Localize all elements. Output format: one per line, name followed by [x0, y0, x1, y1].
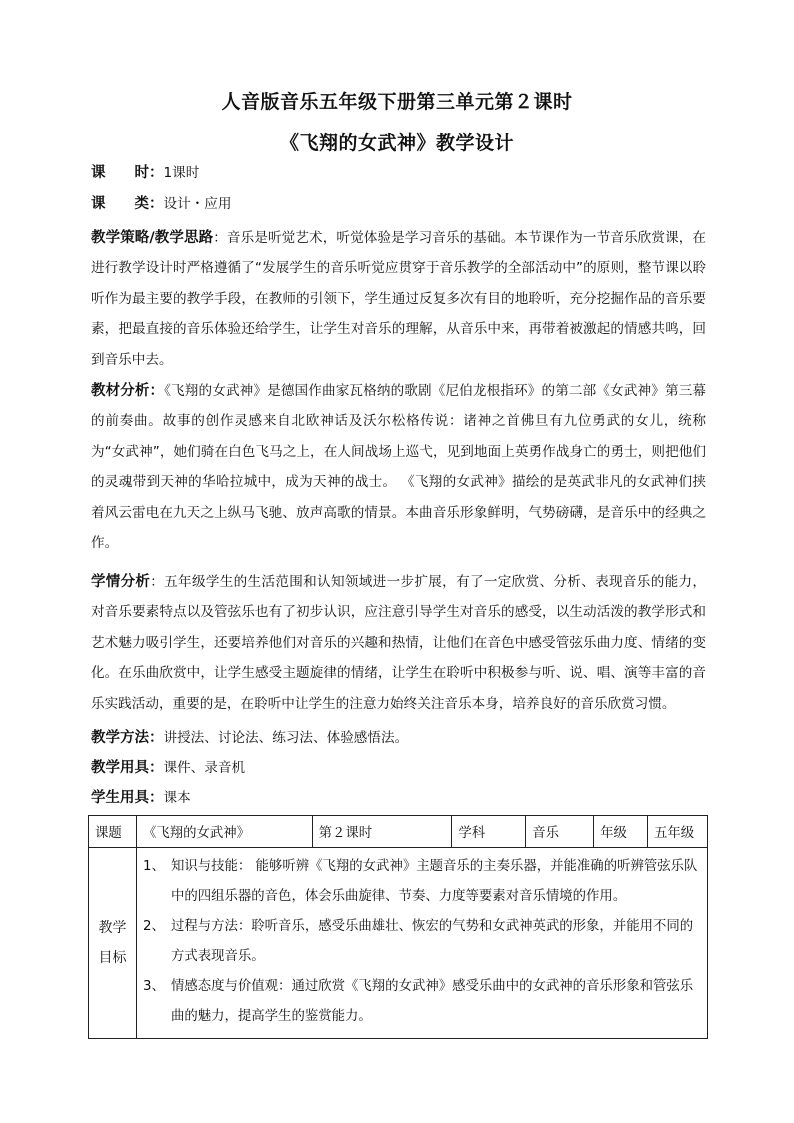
section-tools [91, 753, 706, 783]
table-header-row [89, 816, 708, 848]
table-goals-row [89, 848, 708, 1039]
goal-item [143, 912, 701, 972]
lesson-info-table [88, 815, 708, 1039]
table-cell-subject-label: 学科 [452, 816, 526, 848]
meta-hours [91, 163, 199, 183]
goals-label-line1: 教学 [98, 920, 127, 936]
meta-hours-label: 课 时： [91, 165, 164, 181]
meta-type-label: 课 类： [91, 196, 164, 212]
section-strategy-label: 教学策略/教学思路 [91, 230, 214, 246]
document-subtitle: 《飞翔的女武神》教学设计 [279, 132, 514, 154]
section-methods-text: 讲授法、讨论法、练习法、体验感悟法。 [163, 730, 409, 746]
table-goals-label [89, 848, 137, 1039]
section-material-text: 《飞翔的女武神》是德国作曲家瓦格纳的歌剧《尼伯龙根指环》的第二部《女武神》第三幕的前奏曲。故事的创作灵感来自北欧神话及沃尔松格传说：诸神之首佛旦有九位勇武的女儿，统称为“女武神”，她们骑在白色飞马之上，在人间战场上巡弋，见到地面上英勇作战身亡的勇士，则把他们的灵魂带到天神的华哈拉城中，成为天神的战士。 《飞翔的女武神》描绘的是英武非凡的女武神们挟着风云雷电在九天之上纵马飞驰、放声高歌的情景。本曲音乐形象鲜明，气势磅礴，是音乐中的经典之作。 [91, 383, 707, 552]
section-methods [91, 723, 706, 753]
table-cell-grade-value: 五年级 [648, 816, 708, 848]
table-cell-grade-label: 年级 [594, 816, 648, 848]
goal-text: 知识与技能： 能够听辨《飞翔的女武神》主题音乐的主奏乐器，并能准确的听辨管弦乐队中的四组乐器的音色，体会乐曲旋律、节奏、力度等要素对音乐情境的作用。 [170, 859, 698, 904]
section-strategy [91, 223, 706, 375]
table-cell-subject-value: 音乐 [526, 816, 594, 848]
section-material-label: 教材分析： [91, 383, 165, 399]
goal-item [143, 972, 701, 1032]
section-strategy-text: ：音乐是听觉艺术，听觉体验是学习音乐的基础。本节课作为一节音乐欣赏课，在进行教学设计时严格遵循了“发展学生的音乐听觉应贯穿于音乐教学的全部活动中”的原则，整节课以聆听作为最主要的教学手段，在教师的引领下，学生通过反复多次有目的地聆听，充分挖掘作品的音乐要素，把最直接的音乐体验还给学生，让学生对音乐的理解，从音乐中来，再带着被激起的情感共鸣，回到音乐中去。 [91, 230, 707, 368]
section-students [91, 567, 706, 719]
document-title: 人音版音乐五年级下册第三单元第２课时 [221, 91, 573, 113]
goal-number: 3、 [142, 979, 165, 994]
section-student-tools-label: 学生用具： [91, 790, 164, 806]
table-cell-period: 第２课时 [312, 816, 452, 848]
section-student-tools-text: 课本 [163, 790, 191, 806]
section-tools-label: 教学用具： [91, 760, 164, 776]
section-student-tools [91, 783, 706, 813]
meta-type [91, 194, 231, 214]
meta-type-value: 设计・应用 [163, 196, 232, 212]
section-methods-label: 教学方法： [91, 730, 164, 746]
goal-item [143, 852, 701, 912]
section-students-text: ：五年级学生的生活范围和认知领域进一步扩展，有了一定欣赏、分析、表现音乐的能力，对音乐要素特点以及管弦乐也有了初步认识，应注意引导学生对音乐的感受，以生动活泼的教学形式和艺术魅力吸引学生，还要培养他们对音乐的兴趣和热情，让他们在音色中感受管弦乐曲力度、情绪的变化。在乐曲欣赏中，让学生感受主题旋律的情绪，让学生在聆听中积极参与听、说、唱、演等丰富的音乐实践活动，重要的是，在聆听中让学生的注意力始终关注音乐本身，培养良好的音乐欣赏习惯。 [91, 574, 706, 712]
meta-hours-value: 1课时 [163, 165, 200, 181]
goal-number: 2、 [142, 919, 165, 934]
goal-number: 1、 [142, 859, 165, 874]
table-goals-content [136, 848, 707, 1039]
table-cell-topic-label: 课题 [89, 816, 137, 848]
goal-text: 情感态度与价值观：通过欣赏《飞翔的女武神》感受乐曲中的女武神的音乐形象和管弦乐曲的魅力，提高学生的鉴赏能力。 [170, 979, 694, 1024]
goals-label-line2: 目标 [98, 950, 127, 966]
table-cell-topic-value: 《飞翔的女武神》 [136, 816, 312, 848]
section-tools-text: 课件、录音机 [163, 760, 246, 776]
section-students-label: 学情分析 [91, 574, 151, 590]
goal-text: 过程与方法：聆听音乐，感受乐曲雄壮、恢宏的气势和女武神英武的形象，并能用不同的方式表现音乐。 [170, 919, 694, 964]
section-material [91, 376, 706, 558]
